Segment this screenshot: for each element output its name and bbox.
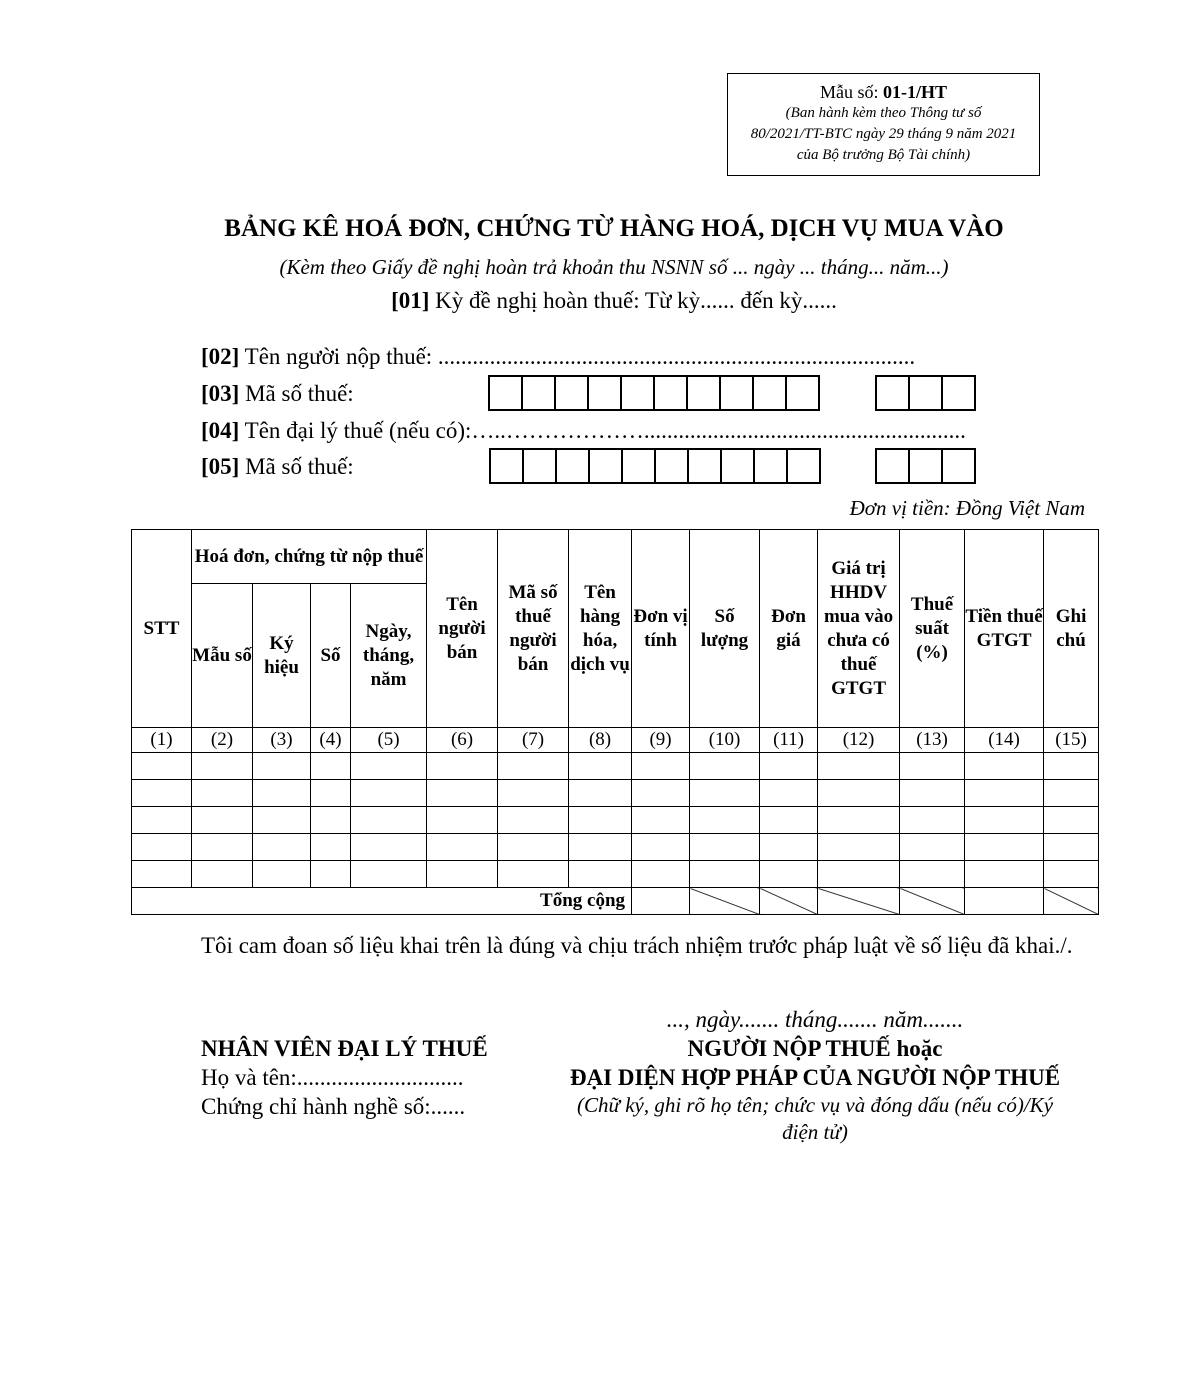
col-header-vat-amount: Tiền thuế GTGT (965, 530, 1044, 728)
table-row[interactable] (132, 807, 1099, 834)
practice-certificate-line: Chứng chỉ hành nghề số:...... (201, 1094, 466, 1119)
digit-box[interactable] (875, 448, 910, 484)
digit-box[interactable] (719, 375, 754, 411)
col-header-vat-rate: Thuế suất (%) (900, 530, 965, 728)
currency-note: Đơn vị tiền: Đồng Việt Nam (849, 496, 1085, 520)
signature-instruction-note: (Chữ ký, ghi rõ họ tên; chức vụ và đóng dấu (nếu có)/Ký điện tử) (576, 1093, 1054, 1144)
taxpayer-title: NGƯỜI NỘP THUẾ hoặc (687, 1036, 943, 1061)
digit-box[interactable] (587, 375, 622, 411)
col-header-note: Ghi chú (1044, 530, 1099, 728)
column-number: (2) (192, 728, 253, 753)
column-number-row (132, 728, 1099, 753)
digit-box[interactable] (489, 448, 524, 484)
digit-box[interactable] (555, 448, 590, 484)
field-02-code: [02] (201, 344, 240, 369)
tax-code-branch-boxes-03[interactable] (877, 375, 976, 411)
form-code: 01-1/HT (882, 82, 947, 102)
digit-box[interactable] (488, 375, 523, 411)
col-header-goods-name: Tên hàng hóa, dịch vụ (569, 530, 632, 728)
total-vat-amount-cell[interactable] (965, 888, 1044, 915)
field-03-label: Mã số thuế: (239, 381, 354, 406)
digit-box[interactable] (521, 375, 556, 411)
field-04-code: [04] (201, 418, 240, 443)
total-quantity-crossed-cell (690, 888, 760, 915)
field-05-code: [05] (201, 454, 240, 479)
digit-box[interactable] (908, 448, 943, 484)
header-row-1 (132, 530, 1099, 584)
document-title: BẢNG KÊ HOÁ ĐƠN, CHỨNG TỪ HÀNG HOÁ, DỊCH VỤ MUA VÀO (224, 215, 1004, 242)
digit-box[interactable] (785, 375, 820, 411)
col-header-seller-tax-code: Mã số thuế người bán (498, 530, 569, 728)
column-number: (8) (569, 728, 632, 753)
digit-box[interactable] (687, 448, 722, 484)
tax-code-boxes-05[interactable] (491, 448, 821, 484)
field-04-label: Tên đại lý thuế (nếu có):…..………………........................................................ (239, 418, 966, 443)
digit-box[interactable] (941, 448, 976, 484)
digit-box[interactable] (941, 375, 976, 411)
table-row[interactable] (132, 861, 1099, 888)
total-unit-cell (632, 888, 690, 915)
period-code: [01] (391, 288, 430, 313)
col-header-invoice-group: Hoá đơn, chứng từ nộp thuế (192, 530, 427, 584)
tax-code-branch-boxes-05[interactable] (877, 448, 976, 484)
column-number: (13) (900, 728, 965, 753)
column-number: (14) (965, 728, 1044, 753)
total-row (132, 888, 1099, 915)
column-number: (10) (690, 728, 760, 753)
refund-period-line (0, 288, 1200, 314)
form-issued-line: (Ban hành kèm theo Thông tư số (785, 105, 982, 121)
column-number: (4) (311, 728, 351, 753)
commitment-statement: Tôi cam đoan số liệu khai trên là đúng và chịu trách nhiệm trước pháp luật về số liệu đã khai./. (201, 933, 1073, 958)
total-vat-rate-crossed-cell (900, 888, 965, 915)
tax-code-field-03-label (201, 381, 354, 407)
total-value-crossed-cell (818, 888, 900, 915)
col-header-number: Số (311, 584, 351, 728)
col-header-template: Mẫu số (192, 584, 253, 728)
column-number: (9) (632, 728, 690, 753)
table-row[interactable] (132, 753, 1099, 780)
digit-box[interactable] (653, 375, 688, 411)
column-number: (1) (132, 728, 192, 753)
field-03-code: [03] (201, 381, 240, 406)
col-header-stt: STT (132, 530, 192, 728)
col-header-seller-name: Tên người bán (427, 530, 498, 728)
digit-box[interactable] (654, 448, 689, 484)
period-text: Kỳ đề nghị hoàn thuế: Từ kỳ...... đến kỳ...... (429, 288, 837, 313)
digit-box[interactable] (686, 375, 721, 411)
digit-box[interactable] (720, 448, 755, 484)
invoice-table (131, 529, 1099, 915)
form-ministry-line: của Bộ trưởng Bộ Tài chính) (796, 147, 971, 163)
col-header-unit: Đơn vị tính (632, 530, 690, 728)
tax-agent-signature-block (201, 1034, 488, 1121)
field-05-label: Mã số thuế: (239, 454, 354, 479)
digit-box[interactable] (620, 375, 655, 411)
field-02-label: Tên người nộp thuế: ................................................................................... (239, 344, 916, 369)
form-code-box (727, 73, 1040, 176)
column-number: (15) (1044, 728, 1099, 753)
legal-representative-title: ĐẠI DIỆN HỢP PHÁP CỦA NGƯỜI NỘP THUẾ (569, 1065, 1061, 1090)
tax-code-boxes-03[interactable] (490, 375, 820, 411)
column-number: (6) (427, 728, 498, 753)
table-row[interactable] (132, 780, 1099, 807)
col-header-quantity: Số lượng (690, 530, 760, 728)
digit-box[interactable] (621, 448, 656, 484)
form-circular-line: 80/2021/TT-BTC ngày 29 tháng 9 năm 2021 (750, 126, 1017, 142)
form-code-label: Mẫu số: (819, 82, 883, 102)
col-header-value-before-vat: Giá trị HHDV mua vào chưa có thuế GTGT (818, 530, 900, 728)
digit-box[interactable] (786, 448, 821, 484)
tax-agent-name-field[interactable] (201, 418, 966, 444)
digit-box[interactable] (908, 375, 943, 411)
digit-box[interactable] (753, 448, 788, 484)
column-number: (3) (253, 728, 311, 753)
digit-box[interactable] (554, 375, 589, 411)
taxpayer-name-field[interactable] (201, 344, 915, 370)
digit-box[interactable] (875, 375, 910, 411)
col-header-unit-price: Đơn giá (760, 530, 818, 728)
digit-box[interactable] (522, 448, 557, 484)
column-number: (7) (498, 728, 569, 753)
tax-agent-name-line: Họ và tên:............................. (201, 1065, 464, 1090)
signature-date-line: ..., ngày....... tháng....... năm....... (666, 1007, 964, 1032)
table-row[interactable] (132, 834, 1099, 861)
total-unit-price-crossed-cell (760, 888, 818, 915)
total-note-crossed-cell (1044, 888, 1099, 915)
digit-box[interactable] (752, 375, 787, 411)
total-label: Tổng cộng (132, 888, 632, 915)
col-header-symbol: Ký hiệu (253, 584, 311, 728)
tax-code-field-05-label (201, 454, 354, 480)
column-number: (5) (351, 728, 427, 753)
document-subtitle: (Kèm theo Giấy đề nghị hoàn trả khoản thu NSNN số ... ngày ... tháng... năm...) (279, 255, 949, 279)
tax-agent-staff-title: NHÂN VIÊN ĐẠI LÝ THUẾ (201, 1036, 488, 1061)
column-number: (11) (760, 728, 818, 753)
column-number: (12) (818, 728, 900, 753)
digit-box[interactable] (588, 448, 623, 484)
col-header-date: Ngày, tháng, năm (351, 584, 427, 728)
taxpayer-signature-block (545, 1005, 1085, 1146)
